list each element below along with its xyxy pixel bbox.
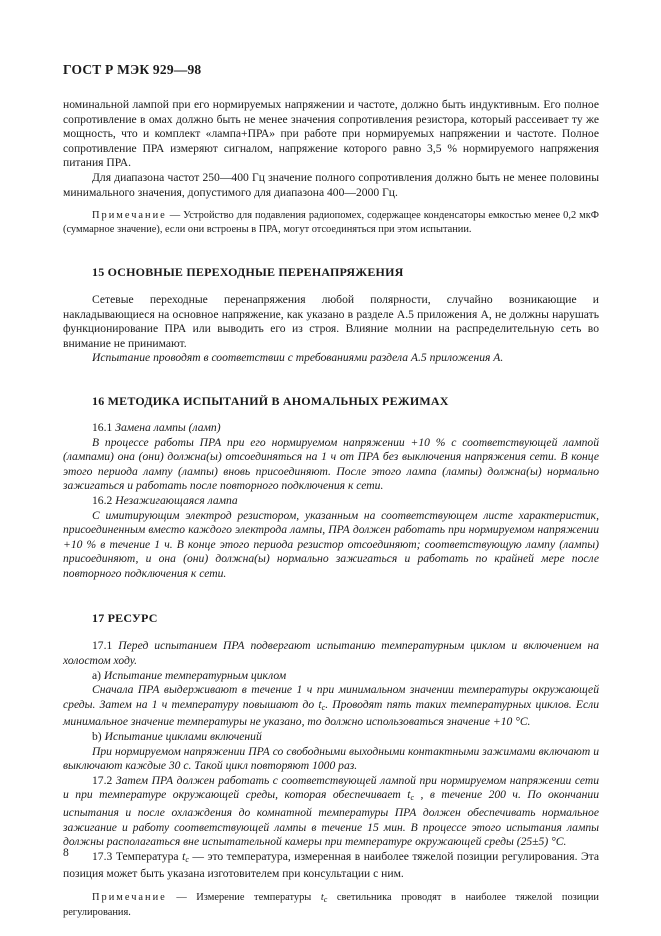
paragraph-17-1 <box>63 639 599 668</box>
tc-symbol: $t_c$ <box>407 788 414 803</box>
section-16-title: 16 МЕТОДИКА ИСПЫТАНИЙ В АНОМАЛЬНЫХ РЕЖИМАХ <box>92 393 449 408</box>
paragraph-frequency-range: Для диапазона частот 250—400 Гц значение полного сопротивления должно быть не менее половины минимального значения, допустимого для диапазона 400—2000 Гц. <box>63 170 599 199</box>
note-radio-suppression <box>63 209 599 236</box>
section-15-test-paragraph: Испытание проводят в соответствии с требованиями раздела А.5 приложения А. <box>92 351 504 365</box>
section-15-paragraph: Сетевые переходные перенапряжения любой полярности, случайно возникающие и накладывающиеся на основное напряжение, как указано в разделе А.5 приложения А, не должны нарушать функционирование ПРА или выводить его из строя. Влияние молнии на распределительную сеть во внимание не принимают. <box>63 292 599 350</box>
note-temperature: Примечание — Измерение температуры $t_c$ светильника проводят в наиболее тяжелой позиции регулирования. <box>63 891 599 919</box>
paragraph-17-2: 17.2 Затем ПРА должен работать с соответствующей лампой при нормируемом напряжении сети и при температуре окружающей среды, которая обеспечивает $t_c$ , в течение 200 ч. По окончании испытания и после охлаждения до комнатной температуры ПРА должен обеспечивать нормальное зажигание и работу соответствующей лампы в течение 15 мин. В процессе этого испытания лампы должны располагаться вне испытательной камеры при температуре окружающей среды (25±5) °С. <box>63 773 600 849</box>
subsection-title: Замена лампы (ламп) <box>115 420 221 434</box>
paragraph-number: 17.3 <box>92 849 113 863</box>
subsection-number: 16.1 <box>92 420 113 434</box>
section-17-title: 17 РЕСУРС <box>92 611 158 626</box>
document-header: ГОСТ Р МЭК 929—98 <box>63 62 202 77</box>
item-label: a) <box>92 668 102 682</box>
document-page <box>63 62 599 920</box>
subsection-16-2-text: С имитирующим электрод резистором, указанным на соответствующем листе характеристик, присоединенным вместо каждого электрода лампы, ПРА должен работать при нормируемом напряжении +10 % в течение 1 ч. В конце этого периода резистор отсоединяют; соответствующую лампу (лампы) присоединяют, и она (они) должна(ы) нормально зажигаться и работать по крайней мере после повторного подключения к сети. <box>63 508 599 580</box>
note-label: Примечание <box>92 210 167 222</box>
tc-symbol: $t_c$ <box>320 891 328 904</box>
item-b-heading <box>63 730 599 745</box>
paragraph-number: 17.1 <box>92 639 113 653</box>
item-title: Испытание циклами включений <box>104 730 262 744</box>
subsection-title: Незажигающаяся лампа <box>115 493 238 507</box>
item-a-heading <box>63 669 599 684</box>
subsection-16-1-text: В процессе работы ПРА при его нормируемом напряжении +10 % с соответствующей лампой (лампами) она (они) должна(ы) отсоединяться на 1 ч от ПРА без выключения напряжения сети. В конце этого периода лампу (лампы) вновь присоединяют. После этого лампа (лампы) должна(ы) нормально зажигаться и работать после повторного подключения к сети. <box>63 435 599 493</box>
section-15-title: 15 ОСНОВНЫЕ ПЕРЕХОДНЫЕ ПЕРЕНАПРЯЖЕНИЯ <box>92 264 404 279</box>
item-label: b) <box>92 730 102 744</box>
paragraph-intro: номинальной лампой при его нормируемых напряжении и частоте, должно быть индуктивным. Его полное сопротивление в омах должно быть не менее значения сопротивления резистора, который рассеивает ту же мощность, что и комплект «лампа+ПРА» при работе при нормируемых напряжении и частоте. Полное сопротивление ПРА измеряют сигналом, напряжение которого равно 3,5 % нормируемого напряжения питания ПРА. <box>63 98 599 170</box>
subsection-16-1-heading <box>63 421 599 436</box>
subsection-number: 16.2 <box>92 493 113 507</box>
paragraph-number: 17.2 <box>92 773 113 787</box>
page-number: 8 <box>63 846 69 859</box>
item-b-text: При нормируемом напряжении ПРА со свободными выходными контактными зажимами включают и выключают каждые 30 с. Такой цикл повторяют 1000 раз. <box>63 744 599 773</box>
item-a-text: Сначала ПРА выдерживают в течение 1 ч при минимальном значении температуры окружающей среды. Затем на 1 ч температуру повышают до $t_c$. Проводят пять таких температурных циклов. Если минимальное значение температуры не указано, то должно использоваться значение +10 °С. <box>63 683 599 729</box>
subsection-16-2-heading <box>63 494 599 509</box>
tc-symbol: $t_c$ <box>182 849 189 864</box>
note-text: — Устройство для подавления радиопомех, содержащее конденсаторы емкостью менее 0,2 мкФ (суммарное значение), если они встроены в ПРА, могут отсоединяться при этом испытании. <box>63 210 599 235</box>
item-title: Испытание температурным циклом <box>103 668 287 682</box>
paragraph-17-3: 17.3 Температура $t_c$ — это температура, измеренная в наиболее тяжелой позиции регулирования. Эта позиция может быть указана изготовителем при консультации с ним. <box>63 849 600 881</box>
note-label: Примечание <box>92 891 167 903</box>
paragraph-text: Перед испытанием ПРА подвергают испытанию температурным циклом и включением на холостом ходу. <box>63 639 599 668</box>
tc-symbol: $t_c$ <box>318 697 326 712</box>
